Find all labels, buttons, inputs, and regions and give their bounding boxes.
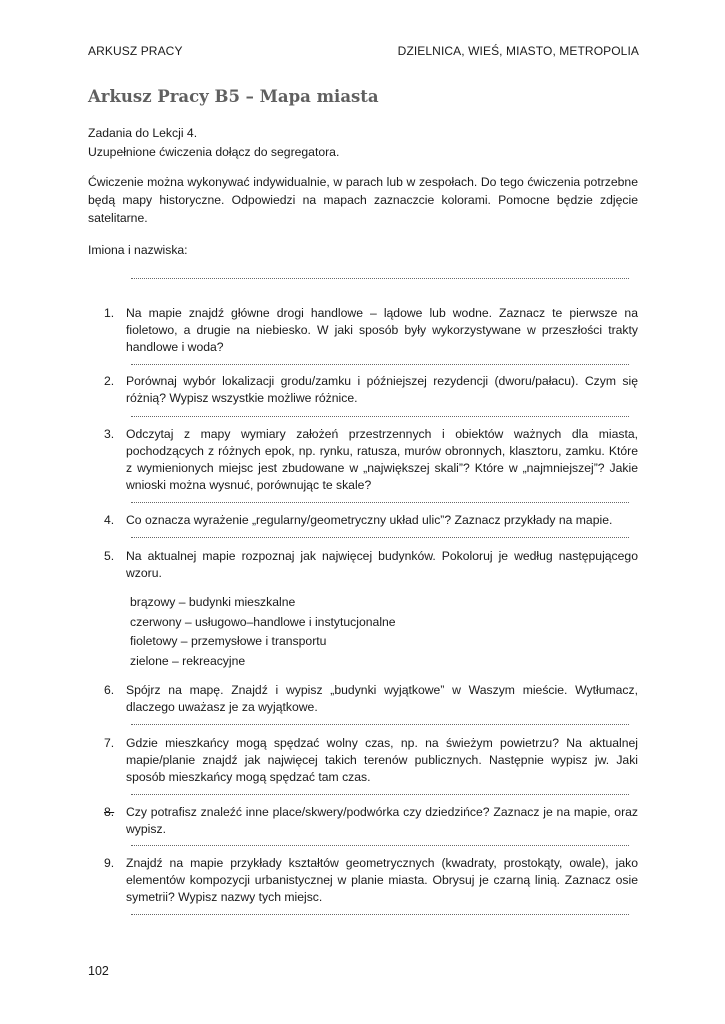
task-9-answer-line[interactable]: [131, 912, 629, 915]
task-3: [88, 426, 638, 494]
task-6: [88, 682, 638, 716]
legend-item-purple: fioletowy – przemysłowe i transportu: [130, 634, 327, 648]
task-number: 1.: [104, 306, 115, 320]
task-number: 5.: [104, 549, 115, 563]
legend-item-brown: brązowy – budynki mieszkalne: [130, 595, 296, 609]
intro-line-2: Uzupełnione ćwiczenia dołącz do segregatora.: [88, 145, 340, 159]
task-text: Spójrz na mapę. Znajdź i wypisz „budynki wyjątkowe” w Waszym mieście. Wytłumacz, dlaczego uważasz je za wyjątkowe.: [126, 683, 638, 714]
task-4: [88, 512, 638, 529]
task-2: [88, 373, 638, 407]
color-legend: [130, 593, 396, 671]
task-5: [88, 548, 638, 582]
task-text: Znajdź na mapie przykłady kształtów geometrycznych (kwadraty, prostokąty, owale), jako elementów kompozycji urbanistycznej w planie miasta. Obrysuj je czarną linią. Zaznacz osie symetrii? Wypisz nazwy tych miejsc.: [126, 856, 638, 904]
task-text: Na mapie znajdź główne drogi handlowe – lądowe lub wodne. Zaznacz te pierwsze na fioletowo, a drugie na niebiesko. W jaki sposób były wykorzystywane w przeszłości trakty handlowe i woda?: [126, 306, 638, 354]
task-8: [88, 804, 638, 838]
task-2-answer-line[interactable]: [131, 414, 629, 417]
intro-paragraph: Ćwiczenie można wykonywać indywidualnie, w parach lub w zespołach. Do tego ćwiczenia potrzebne będą mapy historyczne. Odpowiedzi na mapach zaznaczcie kolorami. Pomocne będzie zdjęcie satelitarne.: [88, 175, 638, 225]
task-text: Na aktualnej mapie rozpoznaj jak najwięcej budynków. Pokoloruj je według następującego wzoru.: [126, 549, 638, 580]
names-label: Imiona i nazwiska:: [88, 243, 188, 257]
task-7: [88, 735, 638, 786]
task-text: Porównaj wybór lokalizacji grodu/zamku i późniejszej rezydencji (dworu/pałacu). Czym się różnią? Wypisz wszystkie możliwe różnice.: [126, 374, 638, 405]
header-left: ARKUSZ PRACY: [88, 44, 183, 58]
page-number: 102: [88, 964, 109, 978]
intro-line-1: Zadania do Lekcji 4.: [88, 126, 198, 140]
task-text: Gdzie mieszkańcy mogą spędzać wolny czas, np. na świeżym powietrzu? Na aktualnej mapie/planie znajdź jak najwięcej takich terenów publicznych. Następnie wypisz jw. Jaki sposób mieszkańcy mogą spędzać tam czas.: [126, 736, 638, 784]
task-number: 8.: [104, 805, 115, 819]
task-text: Czy potrafisz znaleźć inne place/skwery/podwórka czy dziedzińce? Zaznacz je na mapie, oraz wypisz.: [126, 805, 638, 836]
legend-item-red: czerwony – usługowo–handlowe i instytucjonalne: [130, 614, 396, 629]
page-title: Arkusz Pracy B5 – Mapa miasta: [88, 87, 379, 106]
task-4-answer-line[interactable]: [131, 535, 629, 538]
task-9: [88, 855, 638, 906]
task-1-answer-line[interactable]: [131, 362, 629, 365]
legend-item-green: zielone – rekreacyjne: [130, 653, 246, 668]
task-number: 2.: [104, 374, 115, 388]
task-3-answer-line[interactable]: [131, 500, 629, 503]
task-number: 9.: [104, 856, 115, 870]
task-number: 3.: [104, 427, 115, 441]
task-number: 7.: [104, 736, 115, 750]
task-8-answer-line[interactable]: [131, 843, 629, 846]
task-text: Co oznacza wyrażenie „regularny/geometryczny układ ulic”? Zaznacz przykłady na mapie.: [126, 513, 613, 527]
task-text: Odczytaj z mapy wymiary założeń przestrzennych i obiektów ważnych dla miasta, pochodzących z różnych epok, np. rynku, ratusza, murów obronnych, klasztoru, zamku. Które z wymienionych miejsc jest zbudowane w „największej skali”? Które w „najmniejszej”? Jakie wnioski można wysnuć, porównując te skale?: [126, 427, 638, 492]
task-6-answer-line[interactable]: [131, 722, 629, 725]
names-answer-line[interactable]: [131, 276, 629, 279]
task-7-answer-line[interactable]: [131, 792, 629, 795]
task-number: 4.: [104, 513, 115, 527]
header-right: DZIELNICA, WIEŚ, MIASTO, METROPOLIA: [397, 44, 639, 58]
task-1: [88, 305, 638, 356]
task-number: 6.: [104, 683, 115, 697]
